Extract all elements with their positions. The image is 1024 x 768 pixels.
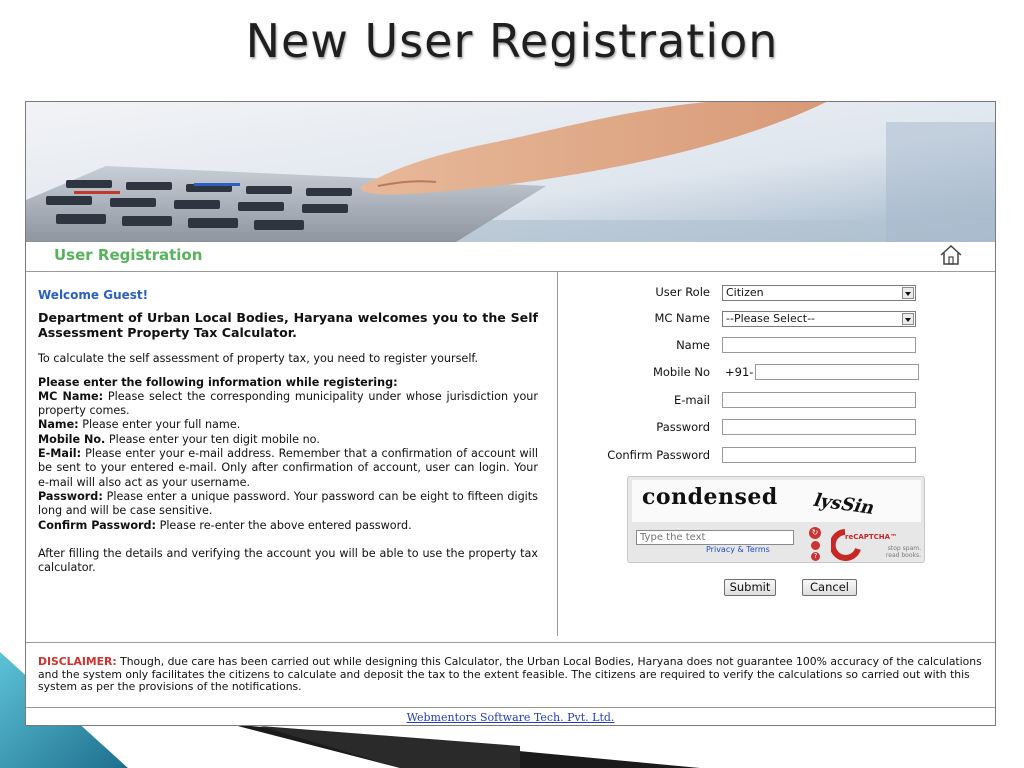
mc-name-select[interactable] (722, 311, 916, 327)
info-list (38, 376, 538, 533)
info-column (38, 288, 538, 575)
user-role-select[interactable] (722, 285, 916, 301)
chevron-down-icon[interactable] (902, 313, 914, 325)
welcome-text: Welcome Guest! (38, 288, 149, 302)
slide-title: New User Registration (245, 14, 779, 68)
refresh-icon[interactable]: ↻ (809, 527, 821, 539)
recaptcha-widget (627, 476, 925, 563)
info-label: Mobile No. (38, 432, 106, 446)
info-item-name (38, 418, 538, 432)
info-text: Please enter a unique password. Your password can be eight to fifteen digits long and will be case sensitive. (38, 489, 538, 518)
info-label: Name: (38, 418, 79, 432)
department-welcome: Department of Urban Local Bodies, Haryana welcomes you to the Self Assessment Property Tax Calculator. (38, 310, 538, 341)
banner-calculator-image (26, 102, 995, 242)
after-text: After filling the details and verifying the account you will be able to use the property tax calculator. (38, 546, 538, 575)
info-text: Please select the corresponding municipality under whose jurisdiction your property comes. (38, 389, 539, 418)
user-role-value: Citizen (726, 286, 764, 299)
disclaimer-text: Though, due care has been carried out while designing this Calculator, the Urban Local Bodies, Haryana does not guarantee 100% accuracy of the calculations and the system only facilitates the citizens to calculate and deposit the tax to the extent feasible. The citizens are required to verify the calculations so carried out with this system as per the provisions of the notifications. (38, 655, 982, 694)
mc-name-value: --Please Select-- (726, 312, 816, 325)
mobile-input[interactable] (755, 364, 919, 380)
email-input[interactable] (722, 392, 916, 408)
info-item-email (38, 447, 538, 490)
mobile-label: Mobile No (652, 365, 710, 379)
email-label: E-mail (673, 393, 710, 407)
password-input[interactable] (722, 419, 916, 435)
cancel-button[interactable]: Cancel (802, 579, 857, 596)
name-label: Name (676, 338, 710, 352)
recaptcha-brand: reCAPTCHA™ (845, 533, 898, 541)
divider (26, 642, 995, 643)
captcha-word-1: condensed (642, 484, 778, 510)
info-item-mc-name (38, 390, 538, 419)
info-text: Please enter your full name. (78, 418, 241, 432)
confirm-password-input[interactable] (722, 447, 916, 463)
section-header (26, 242, 995, 272)
info-text: Please enter your e-mail address. Remember that a confirmation of account will be sent to your entered e-mail. Only after confirmation of account, user can login. Your e-mail will also act as your username. (38, 447, 538, 489)
info-text: Please enter your ten digit mobile no. (105, 432, 320, 446)
home-icon[interactable] (939, 244, 963, 266)
mobile-prefix: +91- (725, 365, 754, 379)
captcha-input[interactable] (636, 530, 794, 545)
help-icon[interactable]: ? (811, 552, 820, 561)
info-item-mobile (38, 433, 538, 447)
name-input[interactable] (722, 337, 916, 353)
confirm-password-label: Confirm Password (607, 448, 710, 462)
submit-button[interactable]: Submit (724, 579, 776, 596)
tagline-line-2: read books. (885, 552, 921, 559)
mc-name-label: MC Name (654, 311, 710, 325)
info-label: E-Mail: (38, 447, 82, 461)
chevron-down-icon[interactable] (902, 287, 914, 299)
password-label: Password (656, 420, 710, 434)
info-item-password (38, 490, 538, 519)
info-heading: Please enter the following information while registering: (38, 375, 398, 389)
captcha-word-2: lysSin (810, 490, 879, 519)
disclaimer (38, 656, 982, 694)
footer-company-link[interactable]: Webmentors Software Tech. Pvt. Ltd. (406, 711, 615, 724)
intro-text: To calculate the self assessment of property tax, you need to register yourself. (38, 352, 479, 366)
info-text: Please re-enter the above entered password. (156, 518, 412, 532)
info-label: Confirm Password: (38, 518, 157, 532)
tagline-line-1: stop spam. (887, 545, 921, 552)
user-role-label: User Role (655, 285, 710, 299)
info-label: MC Name: (38, 389, 104, 403)
disclaimer-label: DISCLAIMER: (38, 655, 117, 668)
recaptcha-tagline (875, 545, 921, 559)
divider (26, 707, 995, 708)
info-label: Password: (38, 489, 103, 503)
audio-icon[interactable] (811, 541, 820, 550)
captcha-privacy-link[interactable]: Privacy & Terms (706, 545, 770, 554)
captcha-image (632, 480, 921, 522)
registration-page (25, 101, 996, 726)
info-item-confirm-password (38, 519, 538, 533)
section-title: User Registration (54, 246, 203, 264)
